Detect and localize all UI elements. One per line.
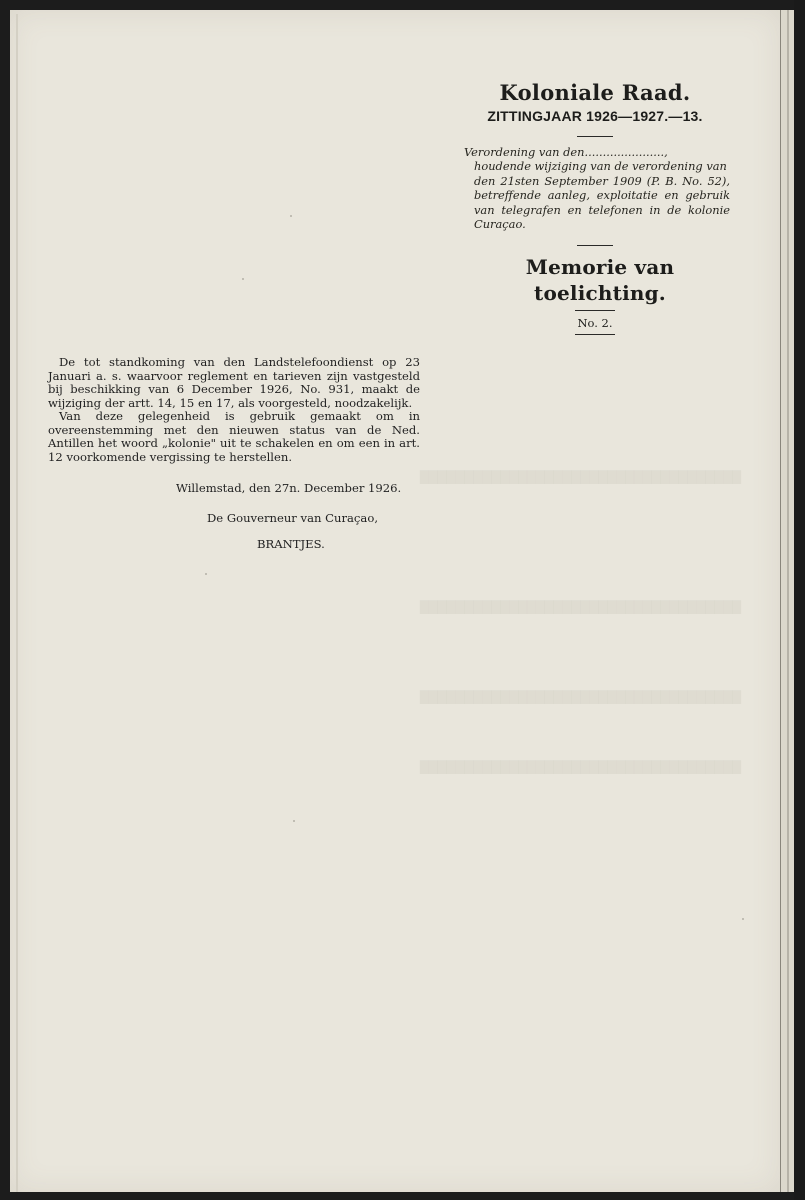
paper-speck bbox=[290, 215, 292, 217]
divider bbox=[575, 310, 615, 311]
paragraph-2: Van deze gelegenheid is gebruik gemaakt om in overeenstemming met den nieuwen status van de Ned. Antillen het woord „kolonie" uit te schakelen en om een in art. 12 voorkomende vergissing te herstellen. bbox=[48, 409, 420, 464]
divider bbox=[577, 245, 613, 246]
paragraph-1: De tot standkoming van den Landstelefoondienst op 23 Januari a. s. waarvoor reglement en tarieven zijn vastgesteld bij beschikking van 6 December 1926, No. 931, maakt de wijziging der artt. 14, 15 en 17, als voorgesteld, noodzakelijk. bbox=[48, 355, 420, 410]
session-year: ZITTINGJAAR 1926—1927.—13. bbox=[487, 108, 703, 124]
divider bbox=[577, 136, 613, 137]
memo-number: No. 2. bbox=[577, 316, 613, 331]
paper-speck bbox=[293, 820, 295, 822]
governor-title: De Gouverneur van Curaçao, bbox=[207, 511, 379, 525]
divider bbox=[575, 334, 615, 335]
binding-edge bbox=[780, 10, 795, 1192]
ordinance-line-2: houdende wijziging van de verordening van bbox=[474, 159, 727, 174]
document-header bbox=[460, 80, 730, 335]
signature: BRANTJES. bbox=[257, 537, 325, 551]
ordinance-title bbox=[460, 145, 730, 231]
page-edge bbox=[16, 14, 18, 1192]
scan-border bbox=[794, 0, 805, 1200]
place-date: Willemstad, den 27n. December 1926. bbox=[176, 481, 402, 495]
council-title: Koloniale Raad. bbox=[499, 80, 691, 105]
ordinance-line-1: Verordening van den......................, bbox=[464, 145, 668, 159]
paper-speck bbox=[205, 573, 207, 575]
paper-speck bbox=[242, 278, 244, 280]
memo-body bbox=[48, 356, 420, 464]
ordinance-description: den 21sten September 1909 (P. B. No. 52), betreffende aanleg, exploitatie en gebruik van telegrafen en telefonen in de kolonie Curaçao. bbox=[474, 173, 730, 232]
memo-title: Memorie van toelichting. bbox=[525, 255, 675, 306]
paper-speck bbox=[742, 918, 744, 920]
